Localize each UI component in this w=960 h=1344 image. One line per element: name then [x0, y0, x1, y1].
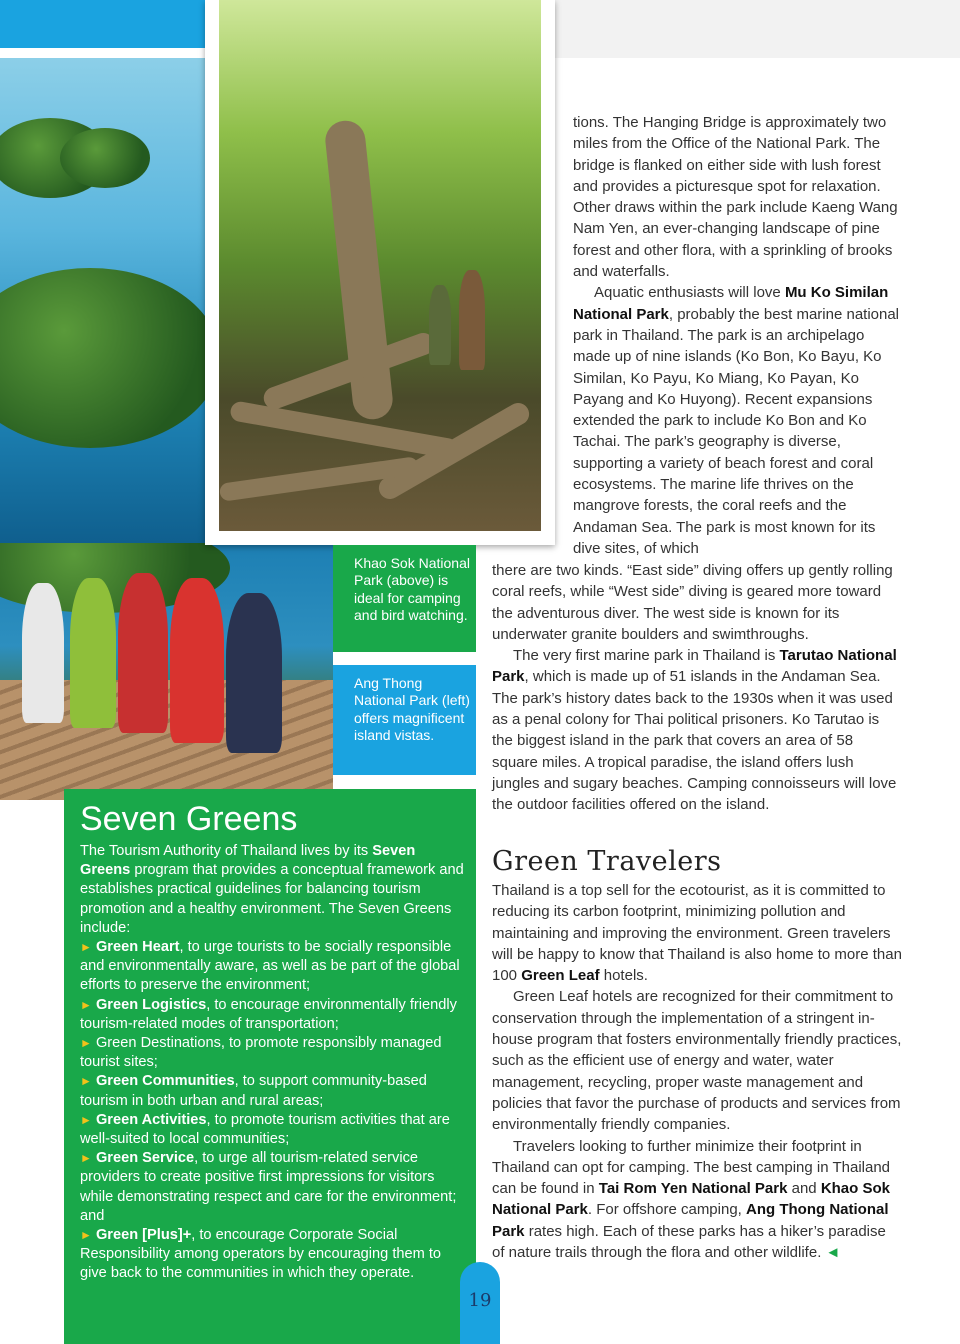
text-run: rates high. Each of these parks has a hiker’s paradise of nature trails through the flora and other wildlife. — [492, 1222, 886, 1262]
item-text: , to encourage Corporate Social Responsibility among operators by encouraging them to give back to the communities in which they operate. — [80, 1227, 441, 1282]
island-photo — [0, 58, 205, 543]
triangle-left-icon: ◄ — [825, 1244, 841, 1262]
article-paragraph — [492, 1136, 902, 1264]
section-heading: Green Travelers — [492, 846, 722, 877]
item-bold: Green Heart — [95, 939, 180, 956]
text-run: hotels. — [599, 967, 648, 985]
sidebar-intro — [80, 842, 464, 938]
item-bold: Green Activities — [95, 1111, 207, 1128]
item-text: , to support community-based tourism in both urban and rural areas; — [80, 1073, 427, 1109]
text-run: , which is made up of 51 islands in the Andaman Sea. The park’s history dates back to the 1930s when it was used as a penal colony for Thai political prisoners. Ko Tarutao is the biggest island in the park that covers an area of 58 square miles. A tropical paradise, the island offers lush jungles and sugary beaches. Camping connoisseurs will love the outdoor facilities offered on the island. — [492, 668, 897, 814]
intro-text: The Tourism Authority of Thailand lives by its — [80, 843, 373, 859]
article-column-bottom — [492, 880, 902, 1263]
article-column-top — [573, 112, 903, 559]
park-name: Tarutao National Park — [492, 647, 897, 686]
caption-khao-sok: Khao Sok National Park (above) is ideal for camping and bird watching. — [354, 555, 470, 624]
viewpoint-photo — [0, 543, 333, 800]
article-paragraph: tions. The Hanging Bridge is approximately two miles from the Office of the National Park. The bridge is flanked on either side with lush forest and provides a picturesque spot for relaxation. Other draws within the park include Kaeng Wang Nam Yen, an ever-changing landscape of pine forest and other flora, with a sprinkling of brooks and waterfalls. — [573, 114, 898, 281]
item-bold: Green Service — [95, 1150, 195, 1167]
text-run: Travelers looking to further minimize their footprint in Thailand can opt for camping. The best camping in Thailand can be found in — [492, 1137, 891, 1198]
item-bold: Green [Plus]+ — [95, 1227, 192, 1244]
triangle-right-icon: ► — [80, 1036, 92, 1051]
caption-khao-sok-box — [333, 545, 476, 652]
sidebar-body — [80, 842, 464, 1284]
text-run: and — [787, 1180, 821, 1198]
item-text: , to urge all tourism-related service providers to create positive first impressions for visitors while demonstrating respect and care for the environment; and — [80, 1150, 457, 1224]
triangle-right-icon: ► — [80, 940, 92, 955]
list-item — [80, 938, 464, 996]
sidebar-title: Seven Greens — [80, 800, 298, 838]
text-run: . For offshore camping, — [587, 1201, 747, 1219]
park-name: Tai Rom Yen National Park — [598, 1180, 788, 1198]
triangle-right-icon: ► — [80, 1074, 92, 1089]
seven-greens-sidebar — [64, 789, 476, 1344]
list-item — [80, 1034, 464, 1072]
caption-ang-thong-box — [333, 665, 476, 775]
item-text: , to promote tourism activities that are well-suited to local communities; — [80, 1111, 450, 1148]
text-run: Aquatic enthusiasts will love — [594, 284, 785, 302]
park-name: Mu Ko Similan National Park — [573, 284, 889, 323]
top-color-band — [0, 0, 205, 48]
triangle-right-icon: ► — [80, 1151, 92, 1166]
article-paragraph: there are two kinds. “East side” diving offers up gently rolling coral reefs, while “West side” diving is geared more toward the adventurous diver. The west side is known for its underwater granite boulders and swimthroughs. — [492, 562, 893, 643]
item-text: Green Destinations, to promote responsibly managed tourist sites; — [80, 1035, 442, 1071]
page-number: 19 — [468, 1290, 492, 1311]
list-item — [80, 996, 464, 1034]
hotel-name: Green Leaf — [521, 967, 600, 985]
text-run: Thailand is a top sell for the ecotourist, as it is committed to reducing its carbon footprint, minimizing pollution and maintaining and improving the environment. Green travelers will be happy to know that Thailand is also home to more than 100 — [492, 882, 902, 985]
article-paragraph — [492, 880, 902, 986]
text-run: , probably the best marine national park in Thailand. The park is an archipelago made up of nine islands (Ko Bon, Ko Bayu, Ko Similan, Ko Payu, Ko Miang, Ko Payan, Ko Payang and Ko Huyong). Recent expansions extended the park to include Ko Bon and Ko Tachai. The park’s geography is diverse, supporting a variety of beach forest and coral ecosystems. The marine life thrives on the mangrove forests, the coral reefs and the Andaman Sea. The park is most known for its dive sites, of which — [573, 305, 900, 557]
park-name: Ang Thong National Park — [492, 1201, 889, 1240]
triangle-right-icon: ► — [80, 1112, 92, 1127]
list-item — [80, 1072, 464, 1110]
page-number-tab — [460, 1262, 500, 1344]
item-bold: Green Logistics — [95, 996, 207, 1013]
text-run: The very first marine park in Thailand is — [513, 647, 780, 665]
item-bold: Green Communities — [95, 1073, 235, 1090]
caption-ang-thong: Ang Thong National Park (left) offers magnificent island vistas. — [354, 675, 470, 744]
article-paragraph — [492, 645, 902, 815]
item-text: , to urge tourists to be socially responsible and environmentally aware, as well as be part of the global efforts to preserve the environment; — [80, 939, 460, 994]
article-paragraph — [573, 282, 903, 559]
tree-photo — [219, 0, 541, 531]
intro-bold: Seven Greens — [80, 843, 416, 879]
article-column-middle — [492, 560, 902, 816]
list-item — [80, 1226, 464, 1284]
item-text: , to encourage environmentally friendly tourism-related modes of transportation; — [80, 996, 457, 1032]
intro-text-2: program that provides a conceptual framework and establishes practical guidelines for balancing tourism promotion and a healthy environment. The Seven Greens include: — [80, 862, 464, 936]
triangle-right-icon: ► — [80, 997, 92, 1012]
article-paragraph: Green Leaf hotels are recognized for their commitment to conservation through the implementation of a stringent in-house program that fosters environmentally friendly practices, such as the efficient use of energy and water, water management, recycling, proper waste management and policies that favor the purchase of products and services from environmentally friendly companies. — [492, 988, 902, 1134]
park-name: Khao Sok National Park — [492, 1180, 890, 1219]
triangle-right-icon: ► — [80, 1228, 92, 1243]
top-grey-band — [555, 0, 960, 58]
list-item — [80, 1149, 464, 1226]
list-item — [80, 1111, 464, 1149]
